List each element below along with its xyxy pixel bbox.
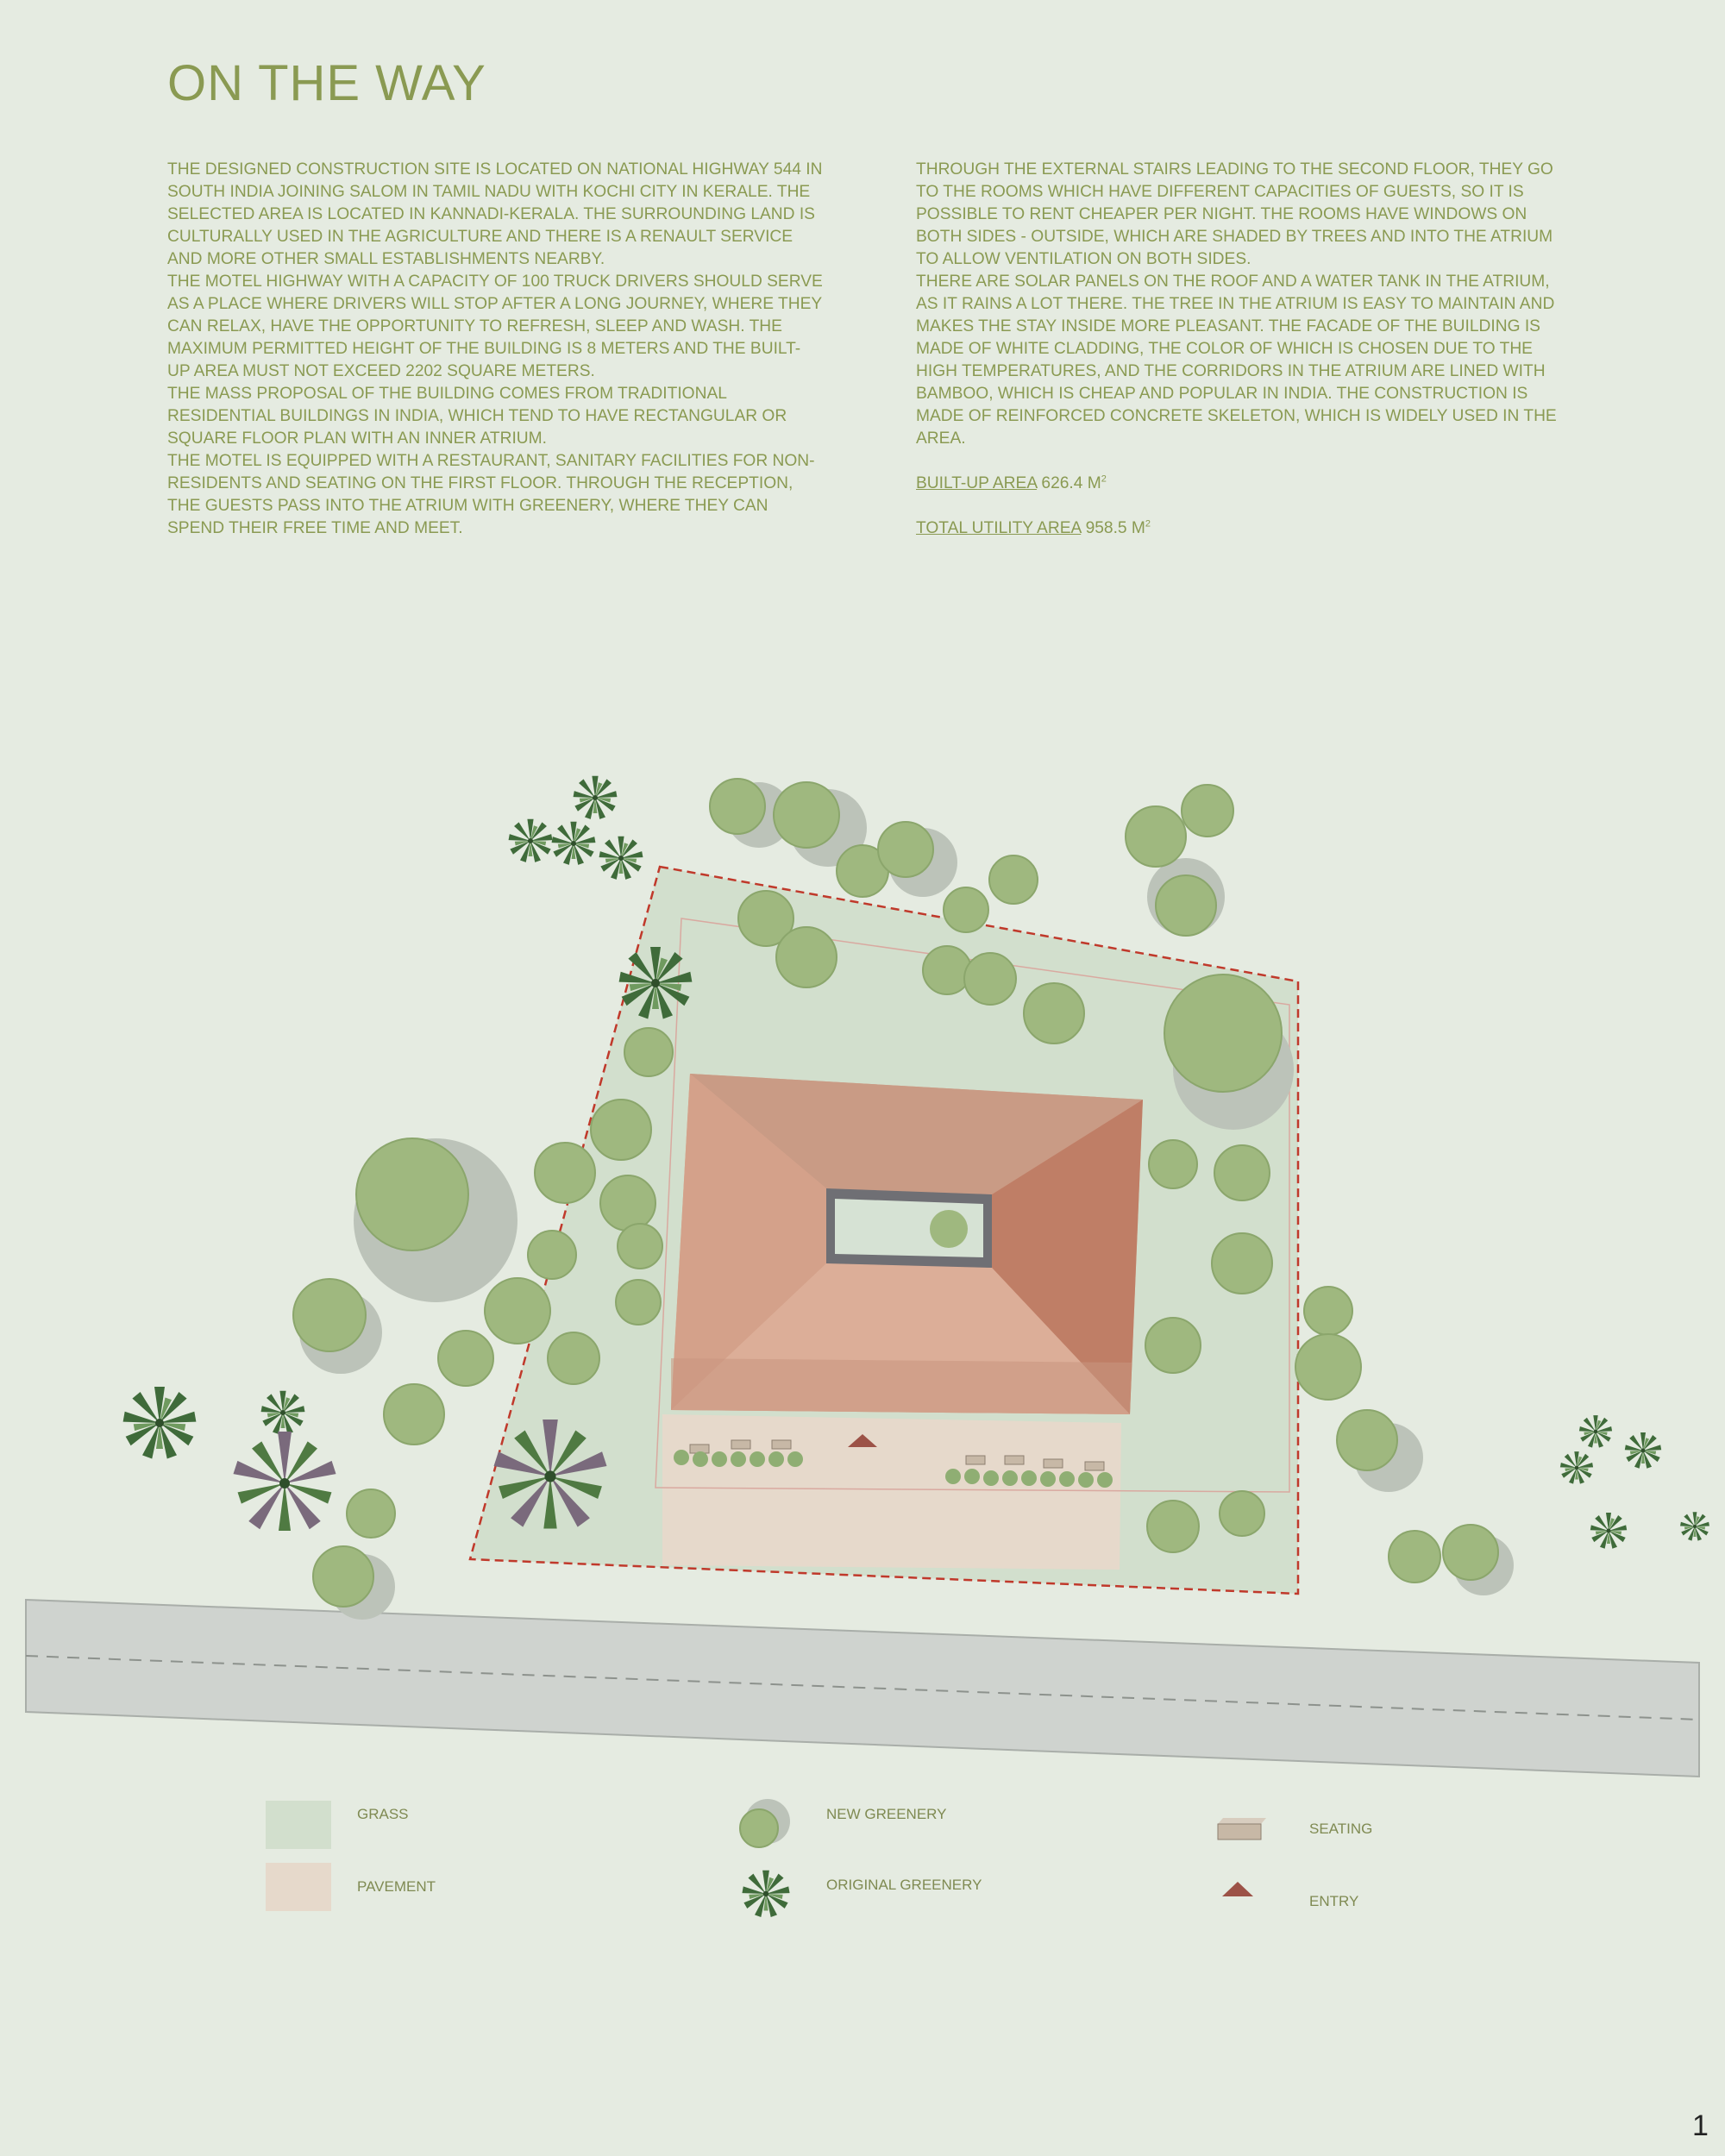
tree xyxy=(384,1384,444,1445)
seating-bench xyxy=(1085,1462,1104,1470)
seating-bench xyxy=(1044,1459,1063,1468)
shrub xyxy=(983,1470,999,1486)
seating-bench xyxy=(731,1440,750,1449)
tree xyxy=(548,1332,599,1384)
tree xyxy=(1443,1525,1498,1580)
tree xyxy=(1214,1145,1270,1200)
seating-swatch-front xyxy=(1218,1824,1261,1839)
paragraph-capacity: THE MOTEL HIGHWAY WITH A CAPACITY OF 100 TRUCK DRIVERS SHOULD SERVE AS A PLACE WHERE DRIVERS WILL STOP AFTER A LONG JOURNEY, WHERE THEY CAN RELAX, HAVE THE OPPORTUNITY TO REFRESH, SLEEP AND WASH. THE MAXIMUM PERMITTED HEIGHT OF THE BUILDING IS 8 METERS AND THE BUILT-UP AREA MUST NOT EXCEED 2202 SQUARE METERS. xyxy=(167,273,823,380)
paragraph-rooms: THROUGH THE EXTERNAL STAIRS LEADING TO THE SECOND FLOOR, THEY GO TO THE ROOMS WHICH HAVE DIFFERENT CAPACITIES OF GUESTS, SO IT IS POSSIBLE TO RENT CHEAPER PER NIGHT. THE ROOMS HAVE WINDOWS ON BOTH SIDES - OUTSIDE, WHICH ARE SHADED BY TREES AND INTO THE ATRIUM TO ALLOW VENTILATION ON BOTH SIDES. xyxy=(916,160,1553,268)
building-roof xyxy=(671,1074,1143,1414)
shrub xyxy=(1059,1471,1075,1487)
tree xyxy=(1147,1501,1199,1552)
tree xyxy=(944,887,988,932)
tree xyxy=(1126,806,1186,867)
shrub xyxy=(1021,1470,1037,1486)
tree xyxy=(1182,785,1233,837)
palm xyxy=(123,1387,197,1459)
tree xyxy=(1145,1318,1201,1373)
legend-seating-swatch xyxy=(1218,1818,1266,1839)
shrub xyxy=(768,1451,784,1467)
shrub xyxy=(1078,1472,1094,1488)
tree xyxy=(1389,1531,1440,1583)
tree xyxy=(1220,1491,1264,1536)
legend-pavement-swatch xyxy=(266,1863,331,1911)
tree xyxy=(923,946,971,994)
palm xyxy=(552,822,596,865)
shrub xyxy=(712,1451,727,1467)
shrub xyxy=(674,1450,689,1465)
tree xyxy=(1164,975,1282,1092)
palm xyxy=(509,819,553,862)
legend-grass-label: GRASS xyxy=(357,1806,409,1822)
atrium-tree xyxy=(930,1210,968,1248)
palm xyxy=(1579,1415,1612,1448)
total-utility-area-unit: 2 xyxy=(1145,518,1151,530)
tree xyxy=(485,1278,550,1344)
tree xyxy=(1156,875,1216,936)
legend-new-greenery-swatch xyxy=(740,1809,778,1847)
built-up-area-label: BUILT-UP AREA xyxy=(916,474,1038,492)
tree xyxy=(618,1224,662,1269)
tree xyxy=(964,953,1016,1005)
paragraph-facilities: THE MOTEL IS EQUIPPED WITH A RESTAURANT, SANITARY FACILITIES FOR NON-RESIDENTS AND SEATING ON THE FIRST FLOOR. THROUGH THE RECEPTION, THE GUESTS PASS INTO THE ATRIUM WITH GREENERY, WHERE THEY CAN SPEND THEIR FREE TIME AND MEET. xyxy=(167,452,815,537)
shrub xyxy=(731,1451,746,1467)
legend-grass-swatch xyxy=(266,1801,331,1849)
legend-entry-swatch xyxy=(1222,1882,1253,1896)
page-title: ON THE WAY xyxy=(167,55,486,111)
tree xyxy=(535,1143,595,1203)
palm xyxy=(1590,1513,1627,1549)
shrub xyxy=(750,1451,765,1467)
tree xyxy=(293,1279,366,1351)
tree xyxy=(1295,1334,1361,1400)
palm xyxy=(574,776,618,819)
paragraph-mass: THE MASS PROPOSAL OF THE BUILDING COMES FROM TRADITIONAL RESIDENTIAL BUILDINGS IN INDIA, WHICH TEND TO HAVE RECTANGULAR OR SQUARE FLOOR PLAN WITH AN INNER ATRIUM. xyxy=(167,385,787,448)
seating-bench xyxy=(1005,1456,1024,1464)
tree xyxy=(616,1280,661,1325)
palm xyxy=(1680,1512,1709,1540)
shrub xyxy=(1040,1471,1056,1487)
legend xyxy=(266,1799,1266,1917)
tree xyxy=(710,779,765,834)
shrub xyxy=(693,1451,708,1467)
paragraph-location: THE DESIGNED CONSTRUCTION SITE IS LOCATED ON NATIONAL HIGHWAY 544 IN SOUTH INDIA JOINING SALOM IN TAMIL NADU WITH KOCHI CITY IN KERALE. THE SELECTED AREA IS LOCATED IN KANNADI-KERALA. THE SURROUNDING LAND IS CULTURALLY USED IN THE AGRICULTURE AND THERE IS A RENAULT SERVICE AND MORE OTHER SMALL ESTABLISHMENTS NEARBY. xyxy=(167,160,823,268)
palm xyxy=(1625,1432,1661,1469)
road xyxy=(26,1600,1699,1777)
tree xyxy=(1212,1233,1272,1294)
shrub xyxy=(964,1469,980,1484)
legend-original-greenery-label: ORIGINAL GREENERY xyxy=(826,1877,982,1893)
page-number: 1 xyxy=(1692,2109,1709,2142)
tree xyxy=(774,782,839,848)
total-utility-area-label: TOTAL UTILITY AREA xyxy=(916,519,1082,537)
shrub xyxy=(1002,1470,1018,1486)
total-utility-area-value: 958.5 M xyxy=(1085,519,1145,537)
pavement-area xyxy=(662,1414,1121,1570)
legend-original-greenery-swatch xyxy=(742,1871,789,1917)
shrub xyxy=(787,1451,803,1467)
tree xyxy=(989,856,1038,904)
seating-swatch-top xyxy=(1218,1818,1266,1824)
legend-entry-label: ENTRY xyxy=(1309,1893,1359,1909)
legend-pavement-label: PAVEMENT xyxy=(357,1878,436,1895)
tree xyxy=(1337,1410,1397,1470)
legend-new-greenery-label: NEW GREENERY xyxy=(826,1806,947,1822)
tree xyxy=(1304,1287,1352,1335)
palm xyxy=(233,1432,336,1531)
legend-seating-label: SEATING xyxy=(1309,1821,1373,1837)
seating-bench xyxy=(966,1456,985,1464)
built-up-area-unit: 2 xyxy=(1101,473,1107,485)
tree xyxy=(624,1028,673,1076)
palm xyxy=(1560,1451,1593,1484)
palm xyxy=(261,1391,305,1434)
tree xyxy=(776,927,837,987)
tree xyxy=(438,1331,493,1386)
tree xyxy=(878,822,933,877)
shrub xyxy=(1097,1472,1113,1488)
tree xyxy=(600,1175,656,1231)
seating-bench xyxy=(772,1440,791,1449)
built-up-area-value: 626.4 M xyxy=(1041,474,1101,492)
tree xyxy=(1024,983,1084,1044)
palm xyxy=(599,837,643,880)
tree xyxy=(528,1231,576,1279)
tree xyxy=(1149,1140,1197,1188)
paragraph-materials: THERE ARE SOLAR PANELS ON THE ROOF AND A WATER TANK IN THE ATRIUM, AS IT RAINS A LOT THERE. THE TREE IN THE ATRIUM IS EASY TO MAINTAIN AND MAKES THE STAY INSIDE MORE PLEASANT. THE FACADE OF THE BUILDING IS MADE OF WHITE CLADDING, THE COLOR OF WHICH IS CHOSEN DUE TO THE HIGH TEMPERATURES, AND THE CORRIDORS IN THE ATRIUM ARE LINED WITH BAMBOO, WHICH IS CHEAP AND POPULAR IN INDIA. THE CONSTRUCTION IS MADE OF REINFORCED CONCRETE SKELETON, WHICH IS WIDELY USED IN THE AREA. xyxy=(916,273,1557,448)
tree xyxy=(313,1546,373,1607)
shrub xyxy=(945,1469,961,1484)
tree xyxy=(591,1100,651,1160)
tree xyxy=(347,1489,395,1538)
roof-eave xyxy=(671,1358,1132,1414)
tree xyxy=(356,1138,468,1250)
